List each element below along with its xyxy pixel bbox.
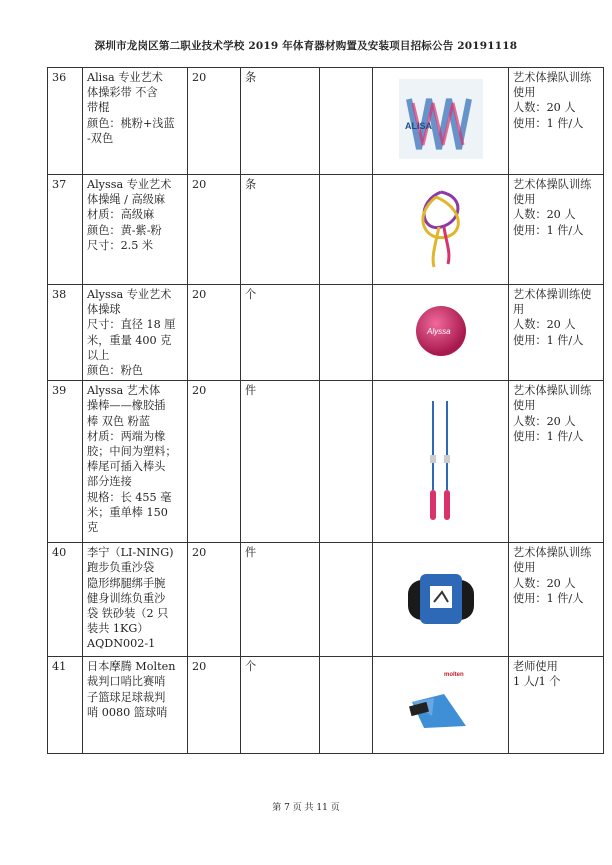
item-number: 38 (48, 285, 83, 381)
usage-line: 使用：1 件/人 (513, 223, 584, 237)
brand-label: molten (443, 672, 464, 679)
equipment-table (47, 67, 604, 754)
product-image-cell (373, 175, 509, 285)
description-line: 健身训练负重沙 (87, 591, 166, 605)
usage-line: 艺术体操队训练 (513, 178, 592, 191)
description-line: 颜色：黄-紫-粉 (87, 223, 162, 237)
product-image-cell (373, 285, 509, 381)
item-quantity: 20 (188, 285, 241, 381)
page-number: 第 7 页 共 11 页 (272, 803, 340, 813)
description-line: 体操绳 / 高级麻 (87, 193, 166, 207)
usage-notes (509, 657, 604, 754)
rope-product-image (406, 182, 476, 272)
brand-label: ALISA (404, 120, 432, 131)
usage-line: 使用 (513, 561, 536, 575)
description-line: -双色 (87, 131, 114, 145)
usage-line: 使用 (513, 399, 536, 413)
blank-cell (320, 657, 373, 754)
usage-line: 艺术体操队训练 (513, 384, 592, 398)
item-quantity: 20 (188, 175, 241, 285)
usage-notes (509, 175, 604, 285)
usage-line: 使用：1 件/人 (513, 429, 584, 443)
blank-cell (320, 543, 373, 657)
description-line: 尺寸：直径 18 厘 (87, 318, 176, 332)
description-line: 颜色：粉色 (87, 364, 143, 378)
item-description (83, 543, 188, 657)
usage-line: 人数：20 人 (513, 414, 576, 428)
usage-notes (509, 68, 604, 175)
description-line: 日本摩腾 Molten (87, 660, 176, 674)
description-line: 棒尾可插入棒头 (87, 460, 166, 474)
description-line: 颜色：桃粉+浅蓝 (87, 116, 175, 130)
description-line: 材质：两端为橡 (87, 429, 166, 443)
usage-notes (509, 285, 604, 381)
description-line: 规格：长 455 毫 (87, 490, 172, 504)
usage-line: 艺术体操队训练 (513, 546, 592, 560)
description-line: 棒 双色 粉蓝 (87, 414, 151, 428)
usage-line: 使用 (513, 193, 536, 207)
description-line: 体操球 (87, 303, 121, 317)
usage-line: 使用：1 件/人 (513, 591, 584, 605)
description-line: 哨 0080 篮球哨 (87, 705, 168, 719)
item-number: 37 (48, 175, 83, 285)
table-row (48, 657, 604, 754)
description-line: 操棒——橡胶插 (87, 399, 166, 413)
description-line: 米，重量 400 克 (87, 333, 172, 347)
item-unit: 件 (241, 543, 320, 657)
description-line: 装共 1KG） (87, 622, 149, 636)
whistle-product-image (404, 666, 478, 740)
description-line: 材质：高级麻 (87, 208, 155, 222)
usage-notes (509, 543, 604, 657)
brand-label: Alyssa (426, 326, 451, 336)
item-description (83, 381, 188, 543)
item-quantity: 20 (188, 381, 241, 543)
description-line: 袋 铁砂装（2 只 (87, 607, 169, 621)
table-row (48, 68, 604, 175)
item-unit: 件 (241, 381, 320, 543)
usage-line: 使用 (513, 86, 536, 100)
usage-line: 用 (513, 303, 525, 317)
item-unit: 个 (241, 657, 320, 754)
item-quantity: 20 (188, 543, 241, 657)
item-number: 36 (48, 68, 83, 175)
item-unit: 个 (241, 285, 320, 381)
description-line: 部分连接 (87, 475, 132, 489)
description-line: AQDN002-1 (87, 637, 156, 651)
usage-line: 老师使用 (513, 660, 558, 674)
document-title: 深圳市龙岗区第二职业技术学校 2019 年体育器材购置及安装项目招标公告 20191118 (94, 40, 518, 52)
item-unit: 条 (241, 68, 320, 175)
blank-cell (320, 175, 373, 285)
item-unit: 条 (241, 175, 320, 285)
description-line: 带棍 (87, 101, 110, 115)
usage-line: 人数：20 人 (513, 208, 576, 222)
item-description (83, 285, 188, 381)
description-line: Alyssa 艺术体 (87, 384, 161, 398)
usage-line: 使用：1 件/人 (513, 333, 584, 347)
item-number: 39 (48, 381, 83, 543)
item-description (83, 68, 188, 175)
blank-cell (320, 381, 373, 543)
usage-line: 艺术体操训练使 (513, 288, 592, 301)
description-line: Alyssa 专业艺术 (87, 288, 172, 301)
usage-line: 艺术体操队训练 (513, 71, 592, 84)
usage-line: 人数：20 人 (513, 101, 576, 115)
blank-cell (320, 285, 373, 381)
product-image-cell (373, 543, 509, 657)
product-image-cell (373, 657, 509, 754)
ball-product-image (413, 303, 469, 359)
description-line: 胶；中间为塑料； (87, 445, 177, 459)
blank-cell (320, 68, 373, 175)
description-line: 克 (87, 521, 99, 535)
item-description (83, 175, 188, 285)
table-row (48, 175, 604, 285)
item-quantity: 20 (188, 68, 241, 175)
description-line: 尺寸：2.5 米 (87, 238, 154, 252)
description-line: Alisa 专业艺术 (87, 71, 163, 84)
ribbon-product-image (399, 79, 483, 159)
item-quantity: 20 (188, 657, 241, 754)
usage-line: 使用：1 件/人 (513, 116, 584, 130)
description-line: 裁判口哨比赛哨 (87, 675, 166, 689)
usage-line: 人数：20 人 (513, 576, 576, 590)
product-image-cell (373, 381, 509, 543)
table-row (48, 381, 604, 543)
description-line: Alyssa 专业艺术 (87, 178, 172, 191)
table-row (48, 285, 604, 381)
table-row (48, 543, 604, 657)
product-image-cell (373, 68, 509, 175)
weight-bag-product-image (404, 566, 478, 630)
description-line: 隐形绑腿绑手腕 (87, 576, 166, 590)
clubs-product-image (421, 395, 461, 525)
description-line: 体操彩带 不含 (87, 86, 158, 100)
item-number: 41 (48, 657, 83, 754)
usage-notes (509, 381, 604, 543)
item-description (83, 657, 188, 754)
description-line: 米；重单棒 150 (87, 505, 168, 519)
description-line: 以上 (87, 348, 110, 362)
description-line: 子篮球足球裁判 (87, 690, 166, 704)
usage-line: 人数：20 人 (513, 318, 576, 332)
usage-line: 1 人/1 个 (513, 675, 561, 689)
description-line: 跑步负重沙袋 (87, 561, 155, 575)
item-number: 40 (48, 543, 83, 657)
description-line: 李宁（LI-NING) (87, 546, 174, 560)
